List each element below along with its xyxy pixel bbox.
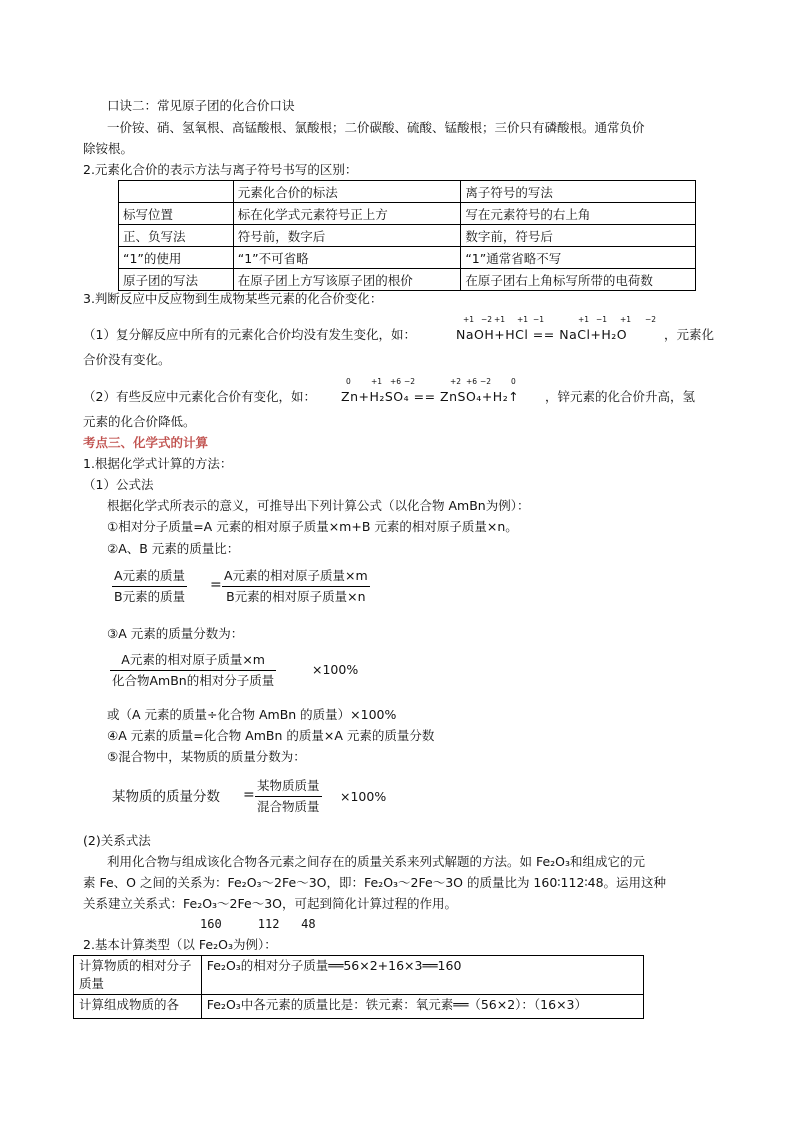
table-cell: 写在元素符号的右上角 — [461, 203, 696, 225]
koujue2-line2: 除铵根。 — [83, 141, 134, 156]
valence-mark: +1 — [463, 315, 475, 324]
sec3-p2-end: ，锌元素的化合价升高，氢 — [545, 389, 696, 404]
equation-neutralization: NaOH+HCl == NaCl+H₂O — [456, 327, 628, 342]
formula-2: ②A、B 元素的质量比： — [107, 541, 240, 556]
valence-mark: −2 — [404, 377, 416, 386]
fraction-numerator: 某物质质量 — [255, 776, 322, 797]
equals-sign: = — [243, 787, 255, 803]
valence-mark: −2 — [645, 315, 657, 324]
valence-mark: +1 — [620, 315, 632, 324]
equation-zinc-acid: Zn+H₂SO₄ == ZnSO₄+H₂↑ — [341, 389, 520, 404]
table-header-row — [119, 181, 696, 203]
relation-method-title: (2)关系式法 — [83, 833, 151, 848]
valence-mark: +6 — [390, 377, 402, 386]
table-cell: “1”不可省略 — [233, 247, 461, 269]
formula-intro: 根据化学式所表示的意义，可推导出下列计算公式（以化合物 AmBn为例）： — [107, 498, 530, 513]
koujue2-title: 口诀二：常见原子团的化合价口诀 — [107, 98, 295, 113]
compare-table — [118, 180, 696, 291]
valence-mark: −1 — [533, 315, 545, 324]
formula-3: ③A 元素的质量分数为： — [107, 626, 244, 641]
mixture-fraction — [255, 776, 322, 817]
fraction-numerator: A元素的相对原子质量×m — [110, 650, 276, 671]
table-cell: “1”通常省略不写 — [461, 247, 696, 269]
calc-method-title: 1.根据化学式计算的方法： — [83, 456, 233, 471]
table-cell: Fe₂O₃的相对分子质量══56×2+16×3══160 — [201, 956, 643, 995]
section2-title: 2.元素化合价的表示方法与离子符号书写的区别： — [83, 162, 358, 177]
table-cell: 数字前，符号后 — [461, 225, 696, 247]
table-cell: 计算物质的相对分子质量 — [74, 956, 202, 995]
table-cell: 标写位置 — [119, 203, 234, 225]
mass-ratio-lhs-fraction — [112, 566, 187, 607]
valence-mark: +1 — [517, 315, 529, 324]
relation-line-1: 利用化合物与组成该化合物各元素之间存在的质量关系来列式解题的方法。如 Fe₂O₃和组成它的元 — [107, 854, 646, 869]
mixture-fraction-lhs: 某物质的质量分数 — [112, 789, 220, 805]
valence-mark: +2 — [450, 377, 462, 386]
valence-mark: 0 — [346, 377, 351, 386]
sec3-p1-start: （1）复分解反应中所有的元素化合价均没有发生变化，如： — [83, 327, 416, 342]
koujue2-line1: 一价铵、硝、氢氧根、高锰酸根、氯酸根；二价碳酸、硫酸、锰酸根；三价只有磷酸根。通常负价 — [107, 120, 645, 135]
sec3-p2-line2: 元素的化合价降低。 — [83, 414, 196, 429]
table-cell: 原子团的写法 — [119, 269, 234, 291]
formula-4: ④A 元素的质量=化合物 AmBn 的质量×A 元素的质量分数 — [107, 728, 435, 743]
fraction-denominator: B元素的质量 — [114, 589, 186, 604]
table-row — [119, 247, 696, 269]
fraction-denominator: 化合物AmBn的相对分子质量 — [112, 673, 275, 688]
kaodian3-heading: 考点三、化学式的计算 — [83, 435, 209, 450]
percent-factor: ×100% — [340, 789, 387, 804]
valence-mark: +1 — [494, 315, 506, 324]
relation-masses: 160 112 48 — [200, 917, 316, 931]
relation-line-3: 关系建立关系式：Fe₂O₃～2Fe～3O，可起到简化计算过程的作用。 — [83, 896, 458, 911]
percent-factor: ×100% — [312, 662, 359, 677]
calc-types-title: 2.基本计算类型（以 Fe₂O₃为例）： — [83, 937, 277, 952]
valence-mark: −2 — [481, 315, 493, 324]
table-cell: 符号前，数字后 — [233, 225, 461, 247]
formula-method-title: （1）公式法 — [83, 477, 154, 492]
formula-1: ①相对分子质量=A 元素的相对原子质量×m+B 元素的相对原子质量×n。 — [107, 519, 518, 534]
mass-fraction-fraction — [110, 650, 276, 691]
relation-line-2: 素 Fe、O 之间的关系为：Fe₂O₃～2Fe～3O，即：Fe₂O₃～2Fe～3O 的质量比为 160∶112∶48。运用这种 — [83, 875, 667, 890]
table-cell: 计算组成物质的各 — [74, 995, 202, 1019]
valence-mark: +6 — [466, 377, 478, 386]
table-cell: 在原子团上方写该原子团的根价 — [233, 269, 461, 291]
sec3-p2-start: （2）有些反应中元素化合价有变化，如： — [83, 389, 316, 404]
sec3-p1-end: ，元素化 — [664, 327, 715, 342]
table-row — [119, 269, 696, 291]
table-cell: 正、负写法 — [119, 225, 234, 247]
table-header-cell: 离子符号的写法 — [461, 181, 696, 203]
formula-5: ⑤混合物中，某物质的质量分数为： — [107, 749, 306, 764]
valence-mark: +1 — [578, 315, 590, 324]
fraction-numerator: A元素的相对原子质量×m — [222, 566, 370, 587]
mass-ratio-rhs-fraction — [222, 566, 370, 607]
table-cell: 在原子团右上角标写所带的电荷数 — [461, 269, 696, 291]
equals-sign: = — [210, 577, 222, 593]
section3-title: 3.判断反应中反应物到生成物某些元素的化合价变化： — [83, 291, 383, 306]
table-row — [119, 225, 696, 247]
fraction-denominator: 混合物质量 — [257, 799, 320, 814]
valence-mark: +1 — [371, 377, 383, 386]
table-header-cell: 元素化合价的标法 — [233, 181, 461, 203]
sec3-p1-line2: 合价没有变化。 — [83, 352, 171, 367]
table-cell: 标在化学式元素符号正上方 — [233, 203, 461, 225]
fraction-denominator: B元素的相对原子质量×n — [226, 589, 366, 604]
table-cell: “1”的使用 — [119, 247, 234, 269]
calc-types-table — [73, 955, 644, 1019]
table-cell: Fe₂O₃中各元素的质量比是：铁元素：氧元素══（56×2）：（16×3） — [201, 995, 643, 1019]
fraction-numerator: A元素的质量 — [112, 566, 187, 587]
table-row — [119, 203, 696, 225]
formula-3-alt: 或（A 元素的质量÷化合物 AmBn 的质量）×100% — [107, 707, 397, 722]
valence-mark: −1 — [596, 315, 608, 324]
valence-mark: −2 — [480, 377, 492, 386]
table-header-cell — [119, 181, 234, 203]
table-row — [74, 995, 644, 1019]
table-row — [74, 956, 644, 995]
valence-mark: 0 — [511, 377, 516, 386]
